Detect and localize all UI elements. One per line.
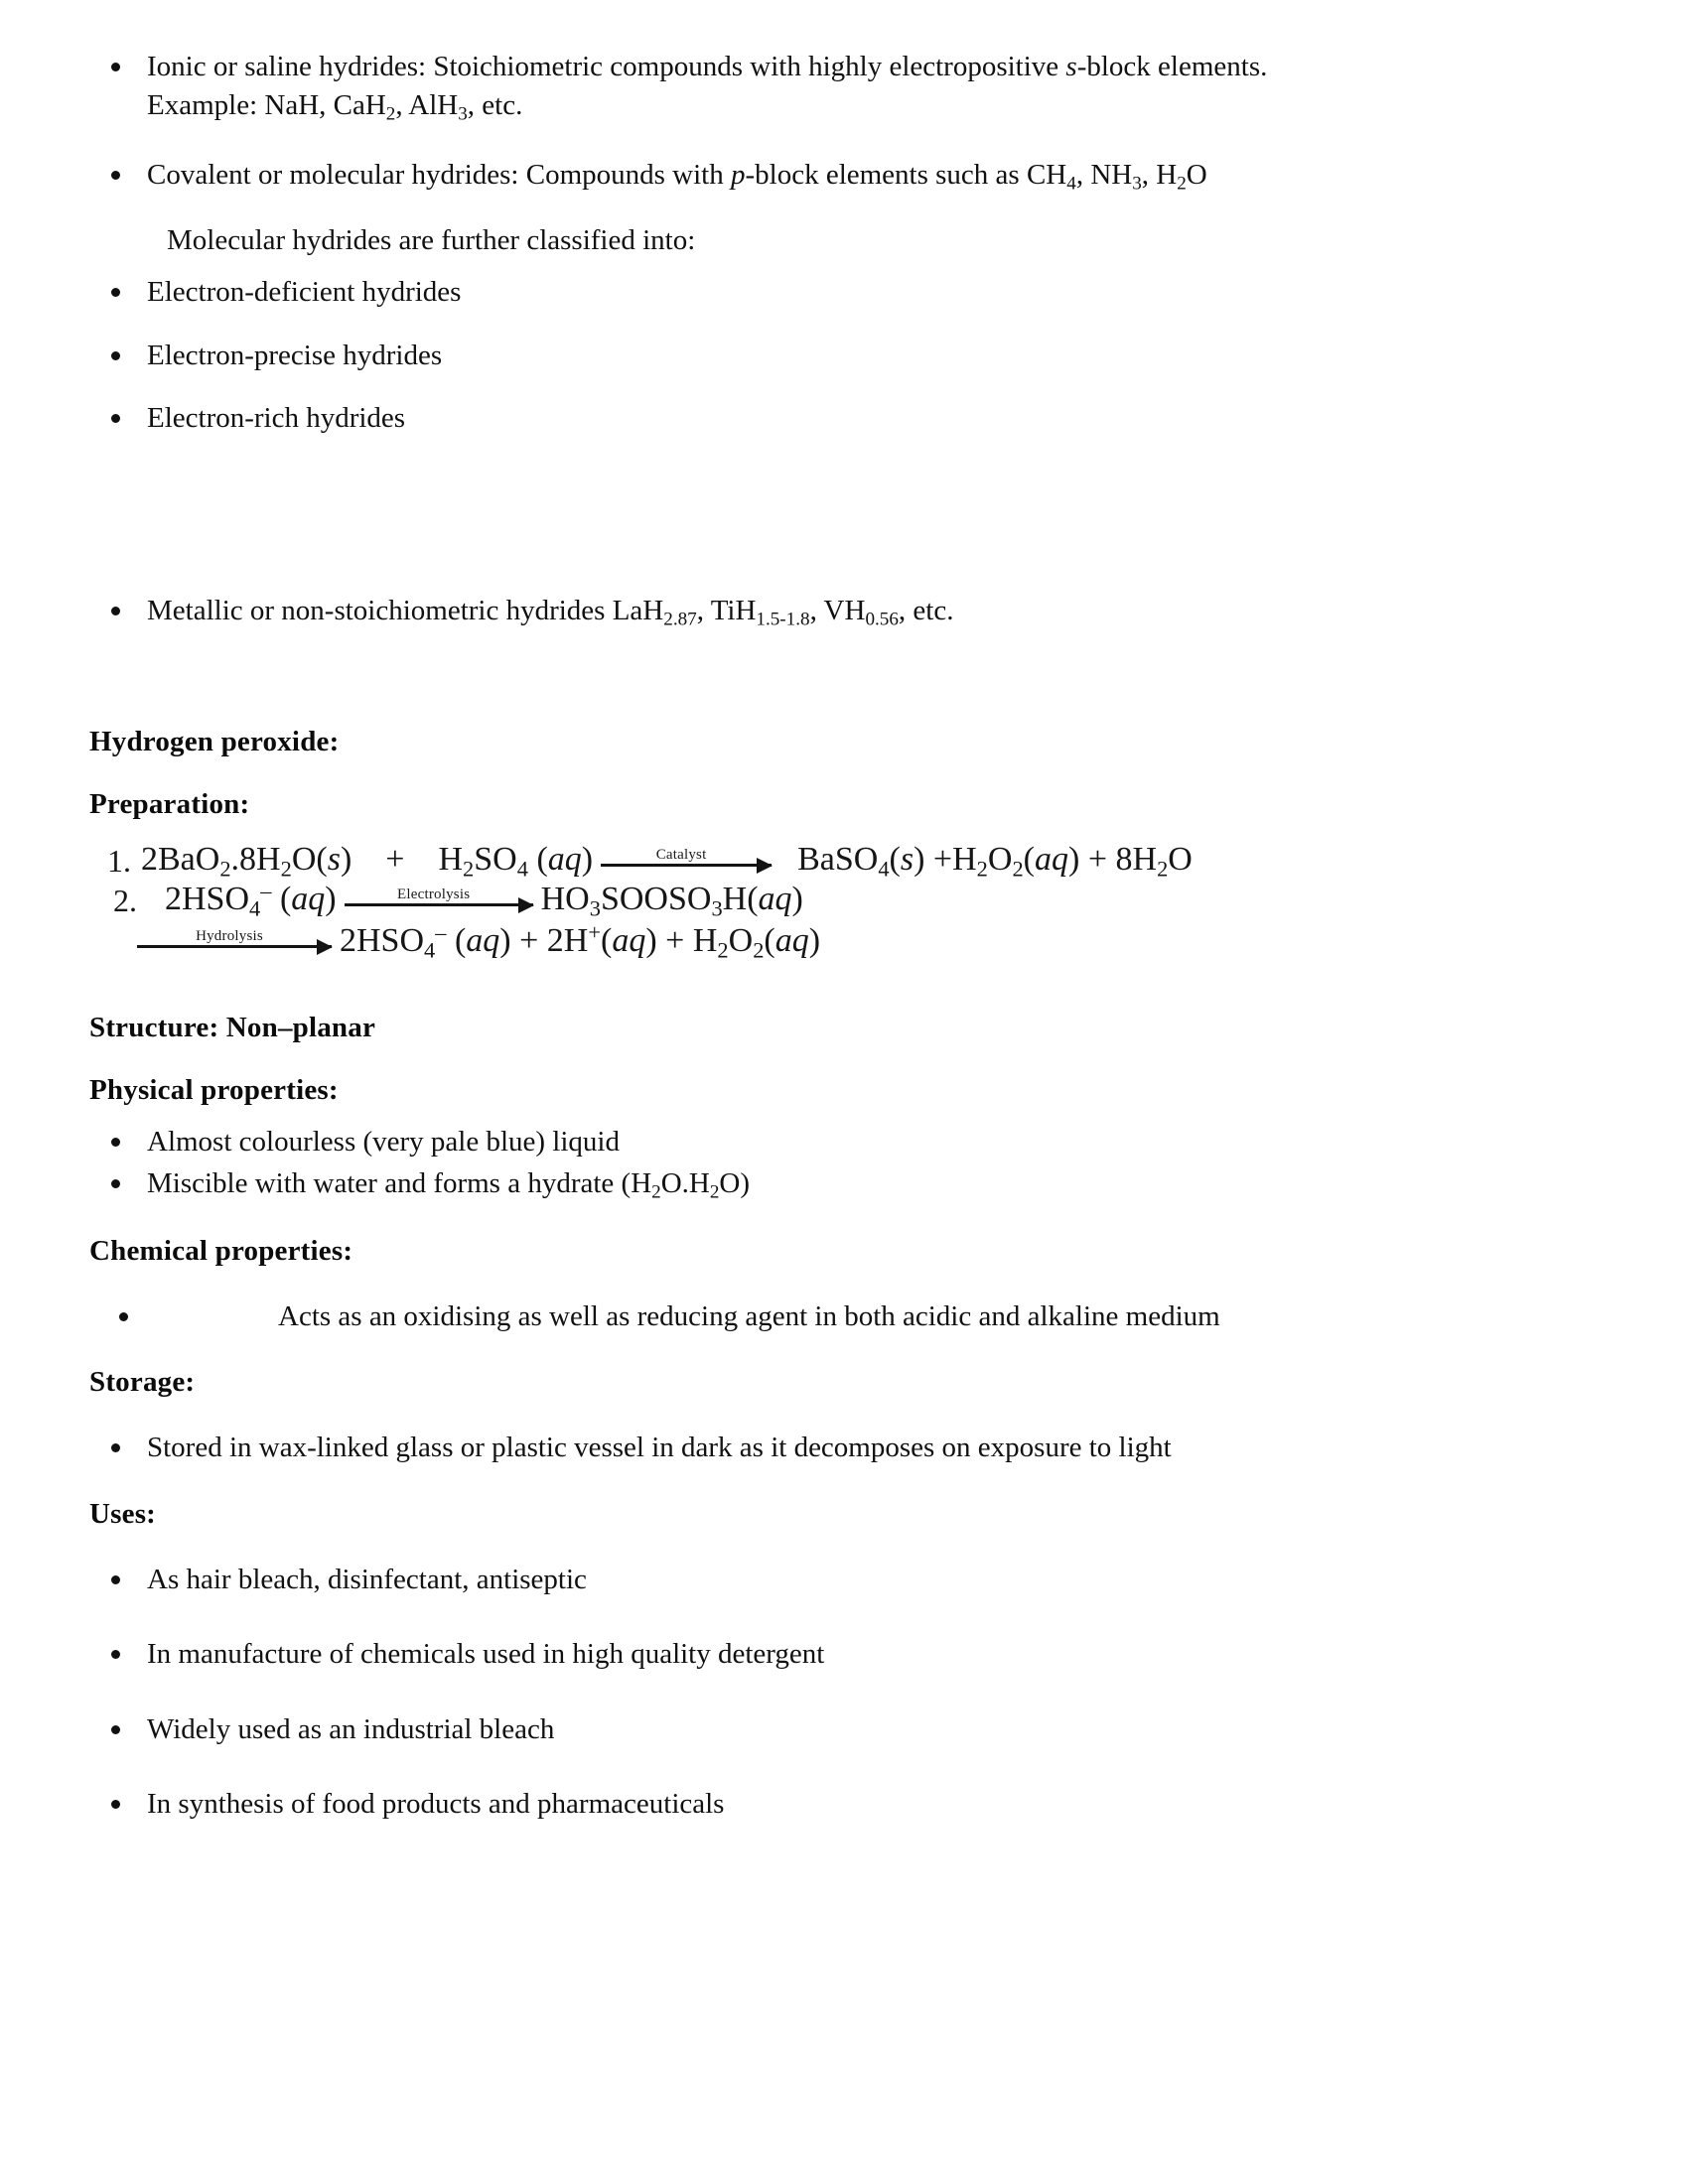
equation-3 [89,919,1688,959]
covalent-hydride-italic-p: p [730,158,746,191]
arrow-shaft [601,864,772,867]
bullet-dot-icon [111,1443,120,1452]
bullet-dot-icon [111,1725,120,1734]
metallic-hydride-list [89,592,1648,630]
physical-property-label-1: Almost colourless (very pale blue) liquid [147,1126,620,1159]
bullet-dot-icon [111,288,120,297]
ionic-hydride-text-post: -block elements. [1076,51,1268,82]
storage-label-1: Stored in wax-linked glass or plastic vessel in dark as it decomposes on exposure to light [147,1432,1172,1464]
equation-3-arrow [137,927,332,948]
equation-2-arrow [345,886,533,906]
use-label-4: In synthesis of food products and pharmaceuticals [147,1788,725,1821]
bullet-dot-icon [111,1575,120,1584]
equation-2-product: $HO_3SOOSO_3H(aq)$ [540,881,803,921]
list-item-use-detergent [89,1635,1648,1674]
equation-3-arrow-label: Hydrolysis [196,928,263,945]
covalent-hydride-text-post: -block elements such as $CH_4$, $NH_3$, $H_2O$ [745,158,1207,195]
bullet-dot-icon [111,351,120,360]
heading-chemical-properties: Chemical properties: [89,1234,353,1267]
list-item-colourless-liquid [89,1123,1648,1161]
equation-1-arrow-label: Catalyst [655,847,707,864]
ionic-hydride-line1 [147,51,1267,82]
use-label-3: Widely used as an industrial bleach [147,1712,555,1745]
list-item-miscible-hydrate [89,1164,1648,1203]
bullet-dot-icon [111,171,120,180]
use-label-1: As hair bleach, disinfectant, antiseptic [147,1563,587,1595]
heading-physical-properties: Physical properties: [89,1074,339,1107]
electron-deficient-label: Electron-deficient hydrides [147,276,462,309]
bullet-dot-icon [111,1179,120,1188]
list-item-electron-precise [89,337,1648,375]
bullet-dot-icon [111,63,120,71]
list-item-metallic-hydrides [89,592,1648,630]
equation-2-reactant: $2HSO_4^-$ (aq) [165,878,337,921]
bullet-dot-icon [111,1650,120,1659]
list-item-electron-rich [89,399,1648,438]
bullet-dot-icon [111,607,120,615]
bullet-dot-icon [111,1800,120,1809]
equation-2-arrow-label: Electrolysis [397,887,471,903]
heading-hydrogen-peroxide: Hydrogen peroxide: [89,726,340,758]
heading-structure: Structure: Non–planar [89,1012,376,1044]
physical-properties-list [89,1123,1648,1203]
heading-preparation: Preparation: [89,788,250,821]
equation-1 [89,843,1688,882]
bullet-dot-icon [119,1312,128,1321]
chemical-property-label-1: Acts as an oxidising as well as reducing agent in both acidic and alkaline medium [278,1299,1220,1332]
list-item-covalent-hydrides [89,156,1648,195]
arrow-shaft [345,903,533,906]
hydride-classification-list [89,48,1648,126]
arrow-shaft [137,945,332,948]
physical-property-label-2: Miscible with water and forms a hydrate $(H_2O.H_2O)$ [147,1166,751,1203]
list-item-use-food-pharma [89,1785,1648,1824]
list-item-storage-vessel [89,1429,1648,1467]
equation-1-reactant-1: $2BaO_2.8H_2O(s)$ [141,843,352,882]
list-item-ionic-hydrides [89,48,1648,126]
molecular-hydrides-note: Molecular hydrides are further classified into: [167,224,696,257]
covalent-hydride-text-pre: Covalent or molecular hydrides: Compounds with [147,158,731,191]
arrow-head-icon [518,897,534,913]
molecular-hydride-types-list [89,273,1648,438]
arrow-head-icon [317,939,333,955]
equation-1-products: BaSO$_4$(s) $+H_2O_2(aq) + 8H_2O$ [797,843,1193,882]
bullet-dot-icon [111,1138,120,1147]
uses-list [89,1561,1648,1825]
ionic-hydride-text-pre: Ionic or saline hydrides: Stoichiometric compounds with highly electropositive [147,51,1066,82]
metallic-hydride-label: Metallic or non-stoichiometric hydrides LaH$_{2.87}$, TiH$_{1.5-1.8}$, $VH_{0.56}$, etc. [147,594,954,630]
preparation-equations [89,843,1648,958]
equation-clip-area [89,843,1688,958]
use-label-2: In manufacture of chemicals used in high quality detergent [147,1638,825,1671]
equation-1-number: 1. [107,843,131,880]
heading-storage: Storage: [89,1366,196,1399]
arrow-head-icon [757,858,773,874]
equation-1-plus-sign: + [385,843,405,879]
list-item-electron-deficient [89,273,1648,312]
equation-2-number: 2. [113,883,137,919]
equation-1-reactant-2: $H_2SO_4$ (aq) [438,843,594,882]
ionic-hydride-italic-s: s [1065,51,1077,82]
list-item-oxidising-reducing-agent [89,1297,1648,1336]
list-item-use-industrial-bleach [89,1710,1648,1749]
equation-1-arrow [601,846,772,867]
chemical-properties-list [89,1297,1648,1336]
bullet-dot-icon [111,414,120,423]
ionic-hydride-line2: Example: NaH, CaH$_2$, AlH$_3$, etc. [147,89,523,126]
heading-uses: Uses: [89,1497,157,1530]
equation-2 [89,878,1688,921]
list-item-use-hair-bleach [89,1561,1648,1599]
equation-3-products: $2HSO_4^-$ $(aq) + 2H^+(aq) + H_2O_2(aq)$ [340,919,821,959]
storage-list [89,1429,1648,1467]
electron-rich-label: Electron-rich hydrides [147,402,406,435]
covalent-hydride-list [89,156,1648,195]
electron-precise-label: Electron-precise hydrides [147,339,443,371]
